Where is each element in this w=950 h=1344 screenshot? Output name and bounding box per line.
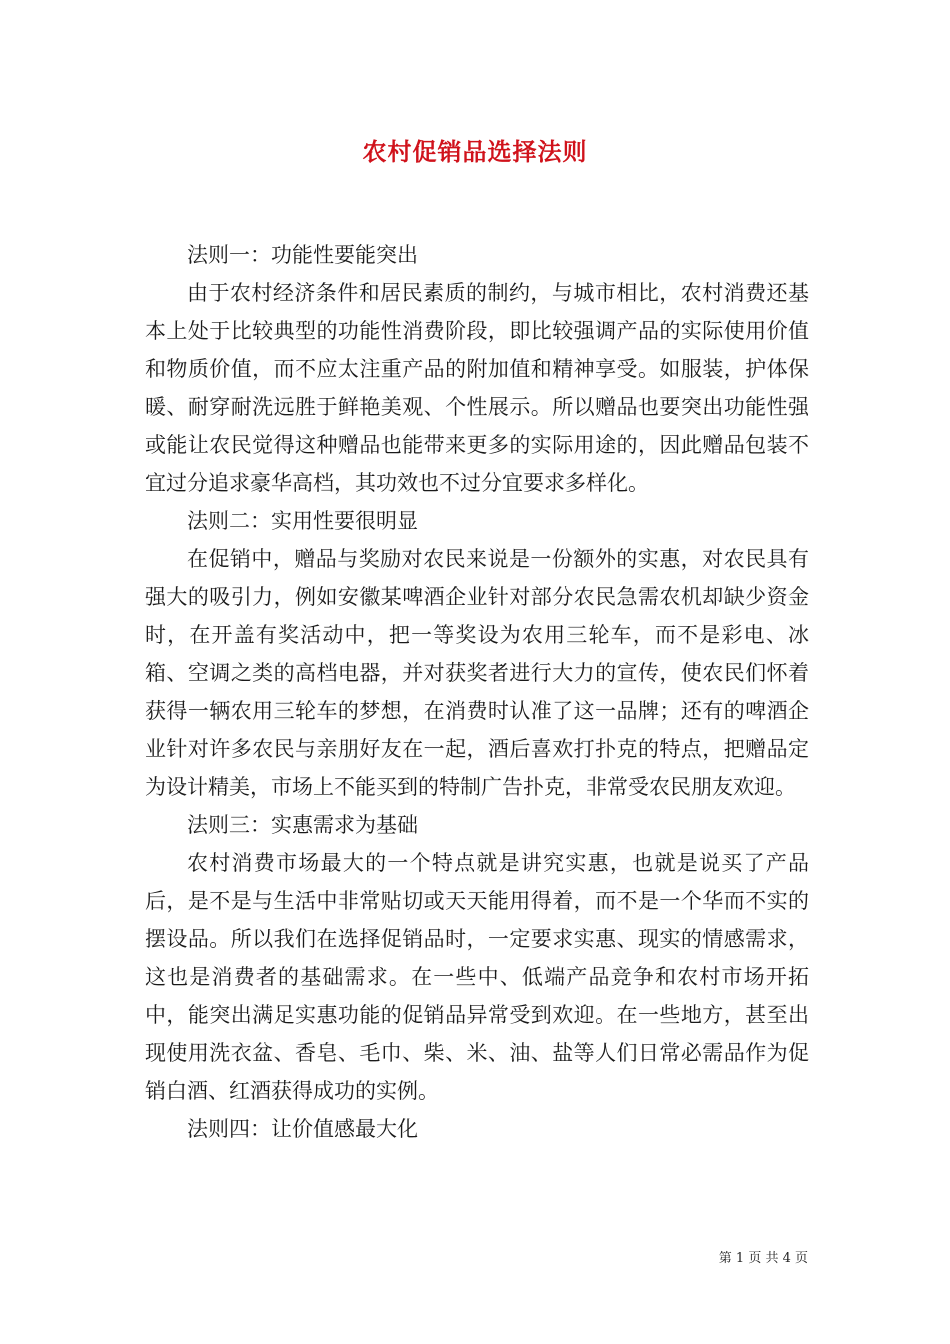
section-heading-4: 法则四：让价值感最大化 — [187, 1117, 418, 1141]
section-heading-1: 法则一：功能性要能突出 — [187, 243, 418, 267]
section-heading-2: 法则二：实用性要很明显 — [187, 509, 418, 533]
section-paragraph-2: 在促销中，赠品与奖励对农民来说是一份额外的实惠，对农民具有强大的吸引力，例如安徽某啤酒企业针对部分农民急需农机却缺少资金时，在开盖有奖活动中，把一等奖设为农用三轮车，而不是彩电、冰箱、空调之类的高档电器，并对获奖者进行大力的宣传，使农民们怀着获得一辆农用三轮车的梦想，在消费时认准了这一品牌；还有的啤酒企业针对许多农民与亲朋好友在一起，酒后喜欢打扑克的特点，把赠品定为设计精美，市场上不能买到的特制广告扑克，非常受农民朋友欢迎。 — [145, 547, 809, 799]
section-paragraph-1: 由于农村经济条件和居民素质的制约，与城市相比，农村消费还基本上处于比较典型的功能性消费阶段，即比较强调产品的实际使用价值和物质价值，而不应太注重产品的附加值和精神享受。如服装，护体保暖、耐穿耐洗远胜于鲜艳美观、个性展示。所以赠品也要突出功能性强或能让农民觉得这种赠品也能带来更多的实际用途的，因此赠品包装不宜过分追求豪华高档，其功效也不过分宜要求多样化。 — [145, 281, 809, 495]
section-paragraph-3: 农村消费市场最大的一个特点就是讲究实惠，也就是说买了产品后，是不是与生活中非常贴切或天天能用得着，而不是一个华而不实的摆设品。所以我们在选择促销品时，一定要求实惠、现实的情感需求，这也是消费者的基础需求。在一些中、低端产品竞争和农村市场开拓中，能突出满足实惠功能的促销品异常受到欢迎。在一些地方，甚至出现使用洗衣盆、香皂、毛巾、柴、米、油、盐等人们日常必需品作为促销白酒、红酒获得成功的实例。 — [145, 851, 809, 1103]
section-heading-3: 法则三：实惠需求为基础 — [187, 813, 418, 837]
page-number-footer: 第 1 页 共 4 页 — [718, 1251, 808, 1266]
document-body — [145, 236, 809, 1148]
document-title: 农村促销品选择法则 — [362, 137, 588, 166]
